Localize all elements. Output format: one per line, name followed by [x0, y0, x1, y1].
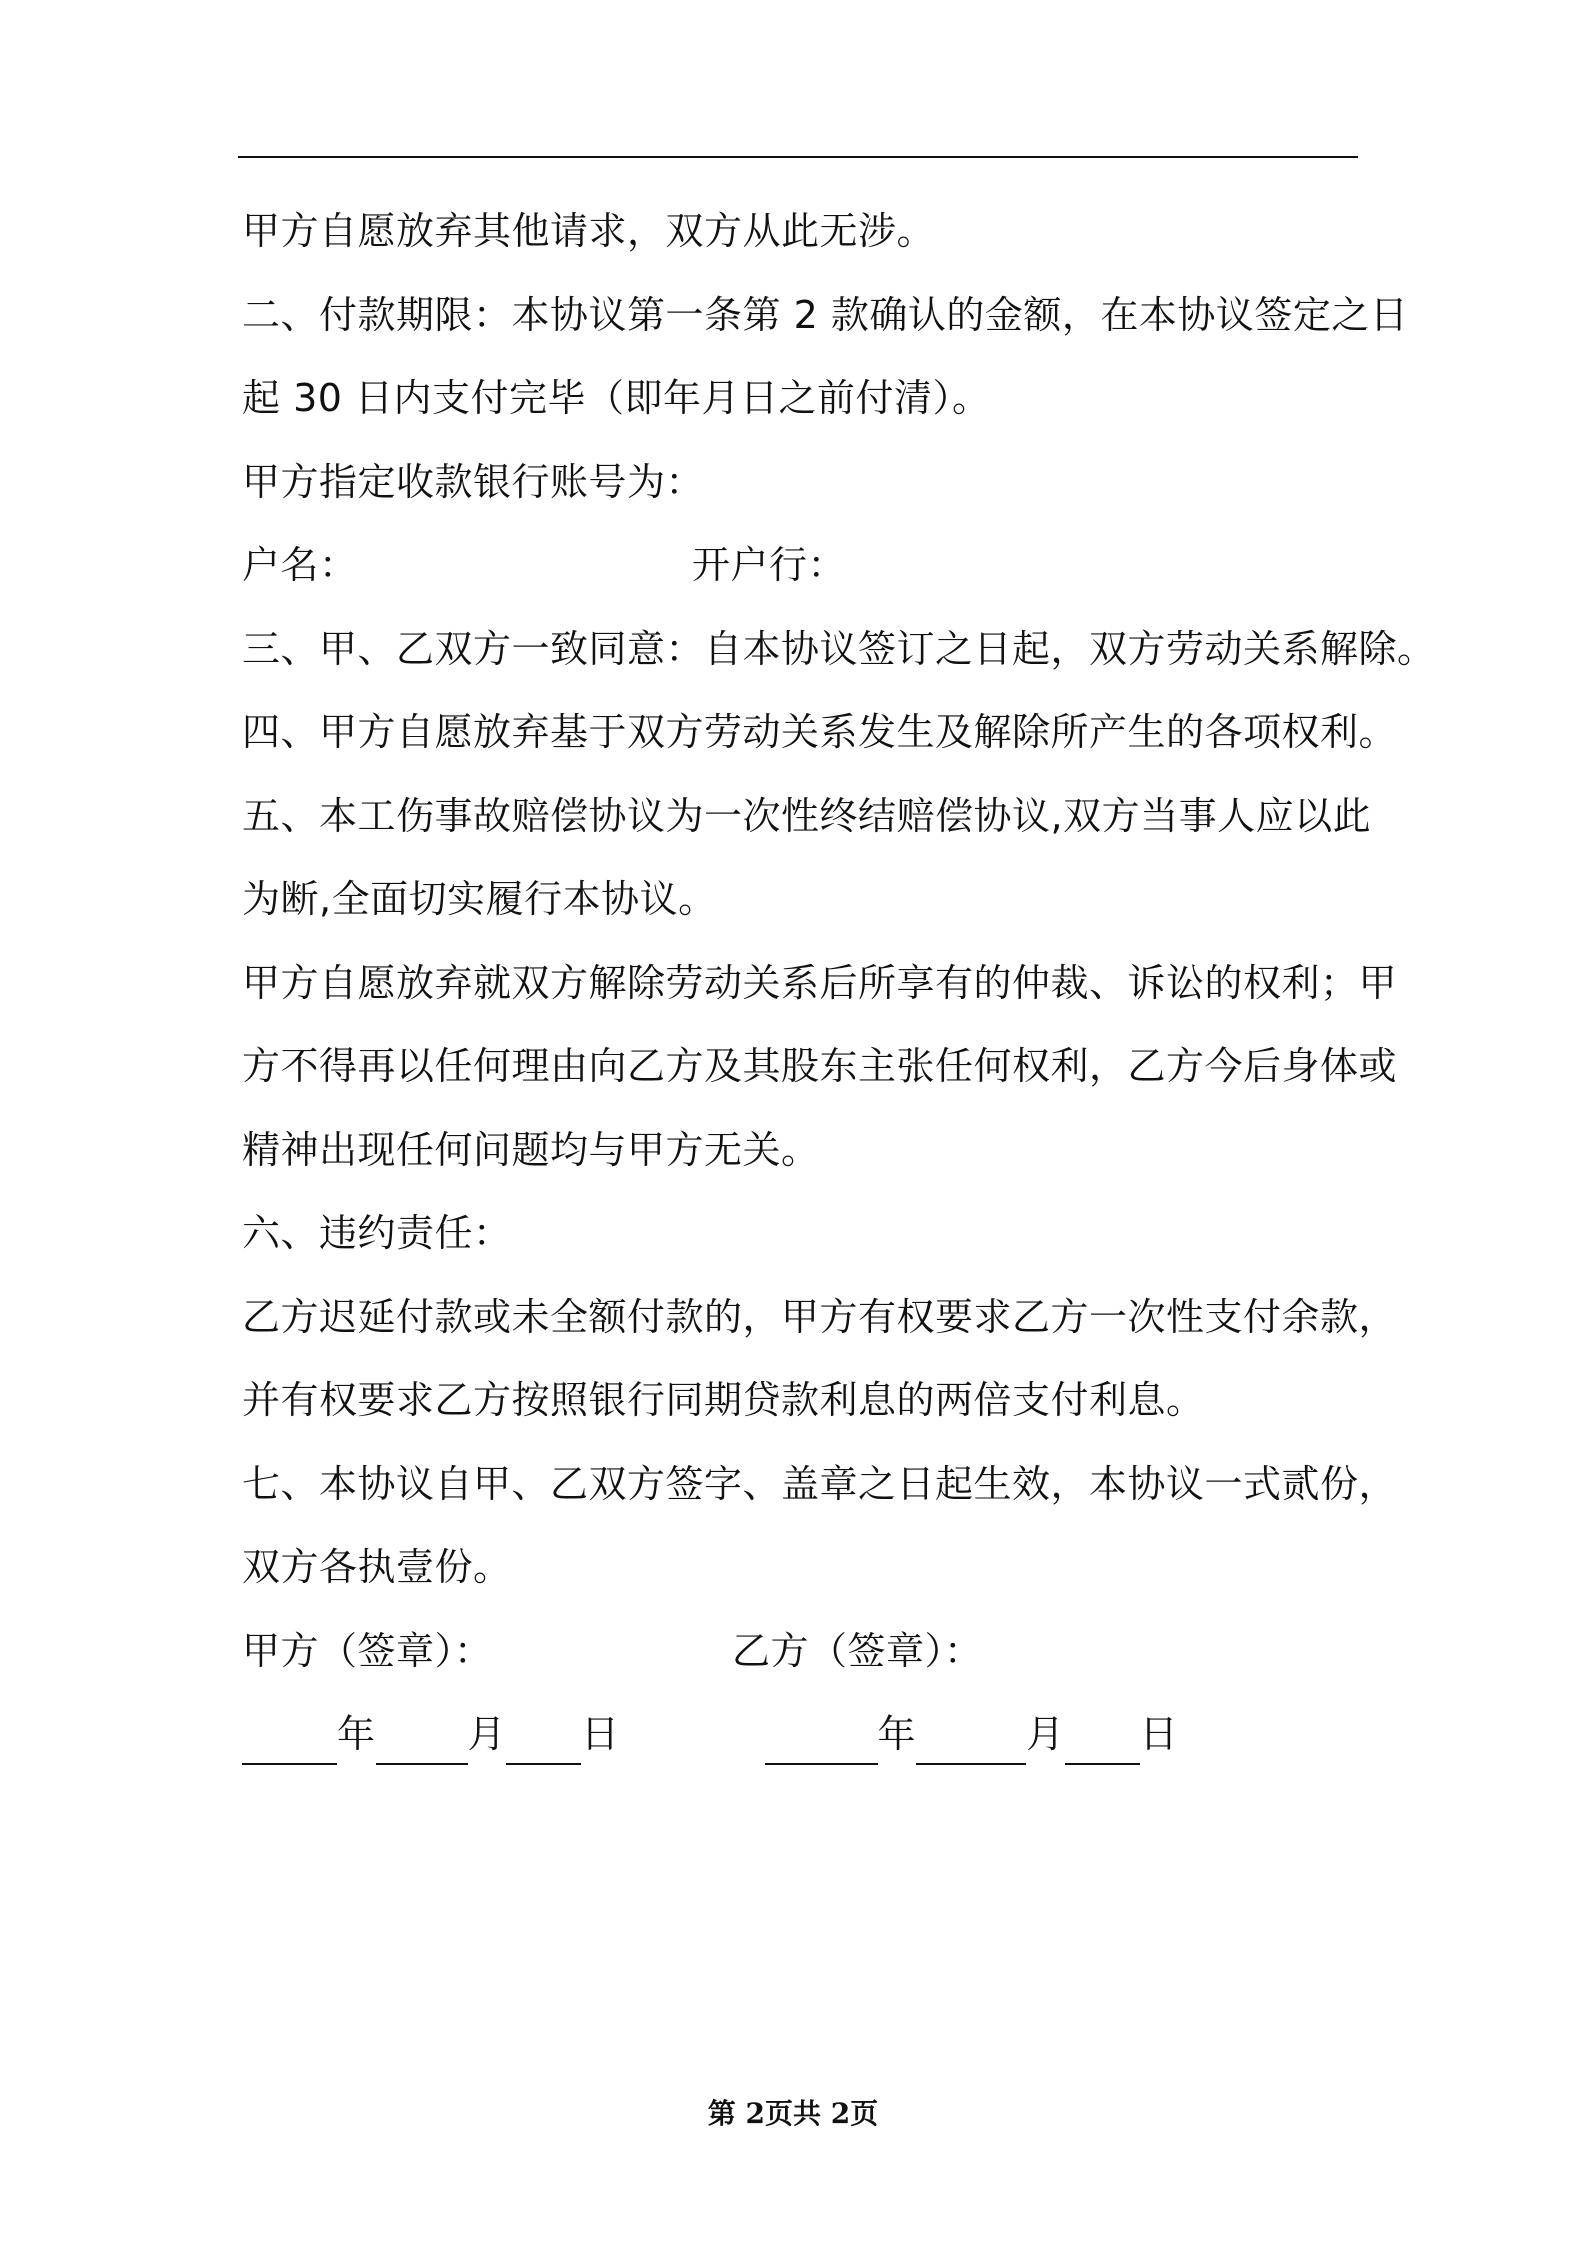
year-label: 年 — [877, 1712, 917, 1756]
day-label: 日 — [581, 1712, 620, 1756]
year-blank — [765, 1723, 878, 1765]
paragraph-line: 三、甲、乙双方一致同意：自本协议签订之日起，双方劳动关系解除。 — [242, 626, 1436, 671]
paragraph-line: 起 30 日内支付完毕（即年月日之前付清）。 — [242, 376, 991, 420]
document-body — [242, 190, 1436, 1777]
day-label: 日 — [1139, 1712, 1179, 1756]
paragraph-line: 精神出现任何问题均与甲方无关。 — [242, 1127, 820, 1172]
month-label: 月 — [467, 1712, 507, 1756]
month-label: 月 — [1026, 1712, 1065, 1756]
paragraph-line: 并有权要求乙方按照银行同期贷款利息的两倍支付利息。 — [242, 1378, 1205, 1422]
day-blank — [1065, 1723, 1140, 1765]
party-a-signature-label: 甲方（签章）： — [242, 1628, 493, 1673]
paragraph-line: 方不得再以任何理由向乙方及其股东主张任何权利，乙方今后身体或 — [242, 1044, 1398, 1088]
paragraph-line: 二、付款期限：本协议第一条第 2 款确认的金额，在本协议签定之日 — [242, 292, 1409, 337]
paragraph-line: 甲方指定收款银行账号为： — [242, 459, 705, 504]
year-label: 年 — [337, 1712, 376, 1756]
paragraph-line: 六、违约责任： — [242, 1211, 512, 1255]
month-blank — [916, 1723, 1026, 1765]
paragraph-line: 双方各执壹份。 — [242, 1545, 512, 1589]
header-rule — [238, 156, 1358, 158]
date-row — [242, 1693, 1358, 1777]
year-blank — [242, 1723, 337, 1765]
account-name-label: 户名： — [242, 543, 358, 587]
paragraph-line: 乙方迟延付款或未全额付款的，甲方有权要求乙方一次性支付余款， — [242, 1294, 1398, 1339]
paragraph-line: 四、甲方自愿放弃基于双方劳动关系发生及解除所产生的各项权利。 — [242, 710, 1398, 754]
day-blank — [506, 1723, 581, 1765]
paragraph-line: 五、本工伤事故赔偿协议为一次性终结赔偿协议,双方当事人应以此 — [242, 793, 1372, 838]
bank-label: 开户行： — [692, 543, 847, 587]
party-b-date — [765, 1693, 1179, 1777]
paragraph-line: 七、本协议自甲、乙双方签字、盖章之日起生效，本协议一式贰份， — [242, 1461, 1398, 1506]
paragraph-line: 为断,全面切实履行本协议。 — [242, 877, 717, 921]
party-a-date — [242, 1693, 620, 1777]
paragraph-line: 甲方自愿放弃其他请求，双方从此无涉。 — [242, 209, 936, 253]
account-row — [242, 524, 1358, 608]
signature-row — [242, 1610, 1358, 1694]
page-number: 第 2页共 2页 — [707, 2097, 879, 2130]
party-b-signature-label: 乙方（签章）： — [732, 1628, 983, 1673]
month-blank — [376, 1723, 468, 1765]
paragraph-line: 甲方自愿放弃就双方解除劳动关系后所享有的仲裁、诉讼的权利；甲 — [242, 960, 1398, 1005]
